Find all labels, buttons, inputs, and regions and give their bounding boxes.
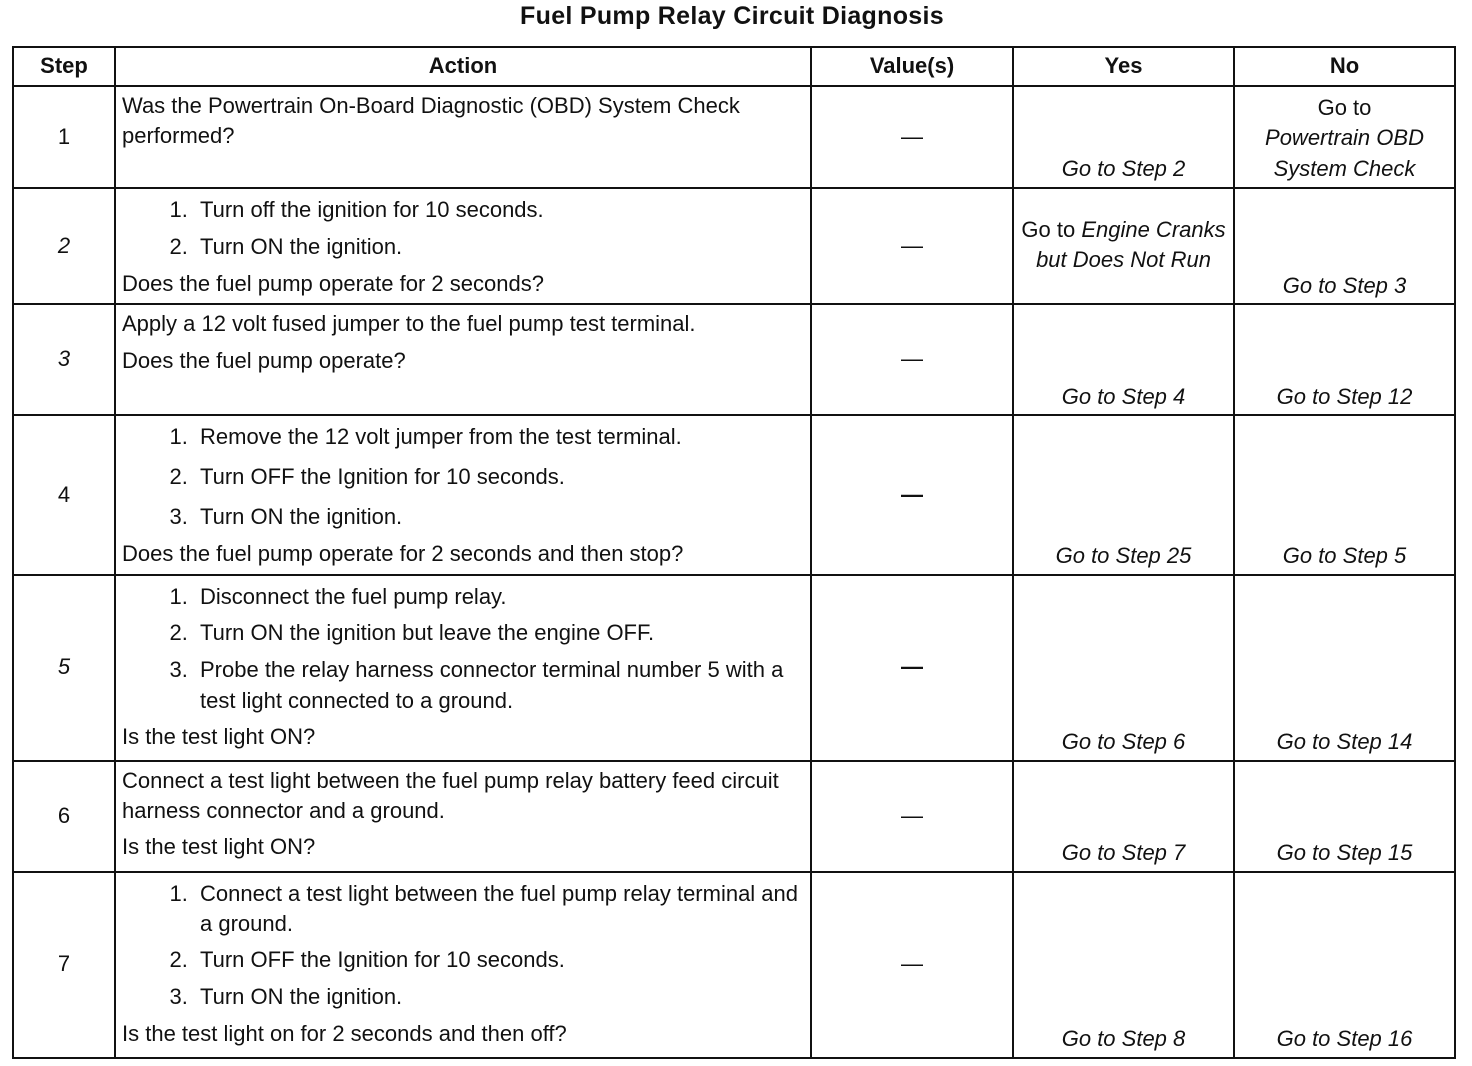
table-row	[13, 575, 1455, 761]
step-number: 3	[13, 304, 115, 415]
no-prefix: Go to	[1317, 95, 1372, 120]
no-cell: Go to Step 14	[1234, 575, 1455, 761]
header-yes: Yes	[1013, 47, 1234, 86]
no-cell: Go to Step 16	[1234, 872, 1455, 1058]
list-item: 3. Probe the relay harness connector terminal number 5 with a test light connected to a ground.	[194, 655, 806, 716]
action-cell	[115, 575, 811, 761]
value-cell: —	[811, 415, 1013, 574]
list-item: 1. Turn off the ignition for 10 seconds.	[194, 195, 806, 226]
step-number: 1	[13, 86, 115, 188]
list-item: 1. Connect a test light between the fuel pump relay terminal and a ground.	[194, 879, 806, 940]
no-italic-text: Powertrain OBD System Check	[1265, 125, 1424, 181]
value-cell: —	[811, 304, 1013, 415]
step-number: 5	[13, 575, 115, 761]
value-cell: —	[811, 86, 1013, 188]
yes-cell	[1013, 188, 1234, 304]
yes-cell: Go to Step 25	[1013, 415, 1234, 574]
action-cell	[115, 304, 811, 415]
list-item: 2. Turn OFF the Ignition for 10 seconds.	[194, 945, 806, 976]
table-row	[13, 761, 1455, 872]
page-title: Fuel Pump Relay Circuit Diagnosis	[520, 2, 944, 30]
header-action: Action	[115, 47, 811, 86]
step-number: 2	[13, 188, 115, 304]
no-cell: Go to Step 3	[1234, 188, 1455, 304]
action-cell	[115, 415, 811, 574]
list-item: 3. Turn ON the ignition.	[194, 502, 806, 533]
no-cell: Go to Step 12	[1234, 304, 1455, 415]
yes-italic-text: Engine Cranks but Does Not Run	[1036, 216, 1226, 273]
no-cell	[1234, 86, 1455, 188]
header-no: No	[1234, 47, 1455, 86]
step-number: 6	[13, 761, 115, 872]
action-text: Was the Powertrain On-Board Diagnostic (OBD) System Check performed?	[122, 93, 740, 149]
yes-prefix: Go to	[1021, 216, 1076, 242]
action-question: Does the fuel pump operate?	[122, 347, 406, 373]
action-list	[122, 879, 806, 1013]
yes-cell: Go to Step 2	[1013, 86, 1234, 188]
header-step: Step	[13, 47, 115, 86]
yes-cell: Go to Step 6	[1013, 575, 1234, 761]
yes-cell: Go to Step 7	[1013, 761, 1234, 872]
table-header-row	[13, 47, 1455, 86]
value-cell: —	[811, 188, 1013, 304]
value-cell: —	[811, 872, 1013, 1058]
step-number: 4	[13, 415, 115, 574]
yes-cell: Go to Step 4	[1013, 304, 1234, 415]
action-list	[122, 422, 806, 532]
action-list	[122, 195, 806, 263]
yes-cell: Go to Step 8	[1013, 872, 1234, 1058]
list-item: 2. Turn OFF the Ignition for 10 seconds.	[194, 462, 806, 493]
list-item: 1. Disconnect the fuel pump relay.	[194, 582, 806, 613]
value-cell: —	[811, 575, 1013, 761]
action-cell	[115, 86, 811, 188]
action-cell	[115, 188, 811, 304]
action-list	[122, 582, 806, 716]
action-question: Does the fuel pump operate for 2 seconds and then stop?	[122, 540, 684, 566]
action-question: Is the test light ON?	[122, 723, 316, 749]
action-cell	[115, 761, 811, 872]
step-number: 7	[13, 872, 115, 1058]
value-cell: —	[811, 761, 1013, 872]
table-row	[13, 415, 1455, 574]
action-question: Is the test light on for 2 seconds and then off?	[122, 1020, 567, 1046]
list-item: 3. Turn ON the ignition.	[194, 982, 806, 1013]
no-cell: Go to Step 5	[1234, 415, 1455, 574]
list-item: 2. Turn ON the ignition but leave the engine OFF.	[194, 618, 806, 649]
diagnosis-table	[12, 46, 1456, 1059]
table-row	[13, 188, 1455, 304]
list-item: 2. Turn ON the ignition.	[194, 232, 806, 263]
header-values: Value(s)	[811, 47, 1013, 86]
action-text: Connect a test light between the fuel pump relay battery feed circuit harness connector and a ground.	[122, 767, 779, 823]
no-cell: Go to Step 15	[1234, 761, 1455, 872]
list-item: 1. Remove the 12 volt jumper from the test terminal.	[194, 422, 806, 453]
table-row	[13, 86, 1455, 188]
action-question: Is the test light ON?	[122, 834, 316, 860]
table-row	[13, 304, 1455, 415]
action-cell	[115, 872, 811, 1058]
action-question: Does the fuel pump operate for 2 seconds?	[122, 270, 544, 296]
action-text: Apply a 12 volt fused jumper to the fuel pump test terminal.	[122, 311, 696, 337]
table-row	[13, 872, 1455, 1058]
